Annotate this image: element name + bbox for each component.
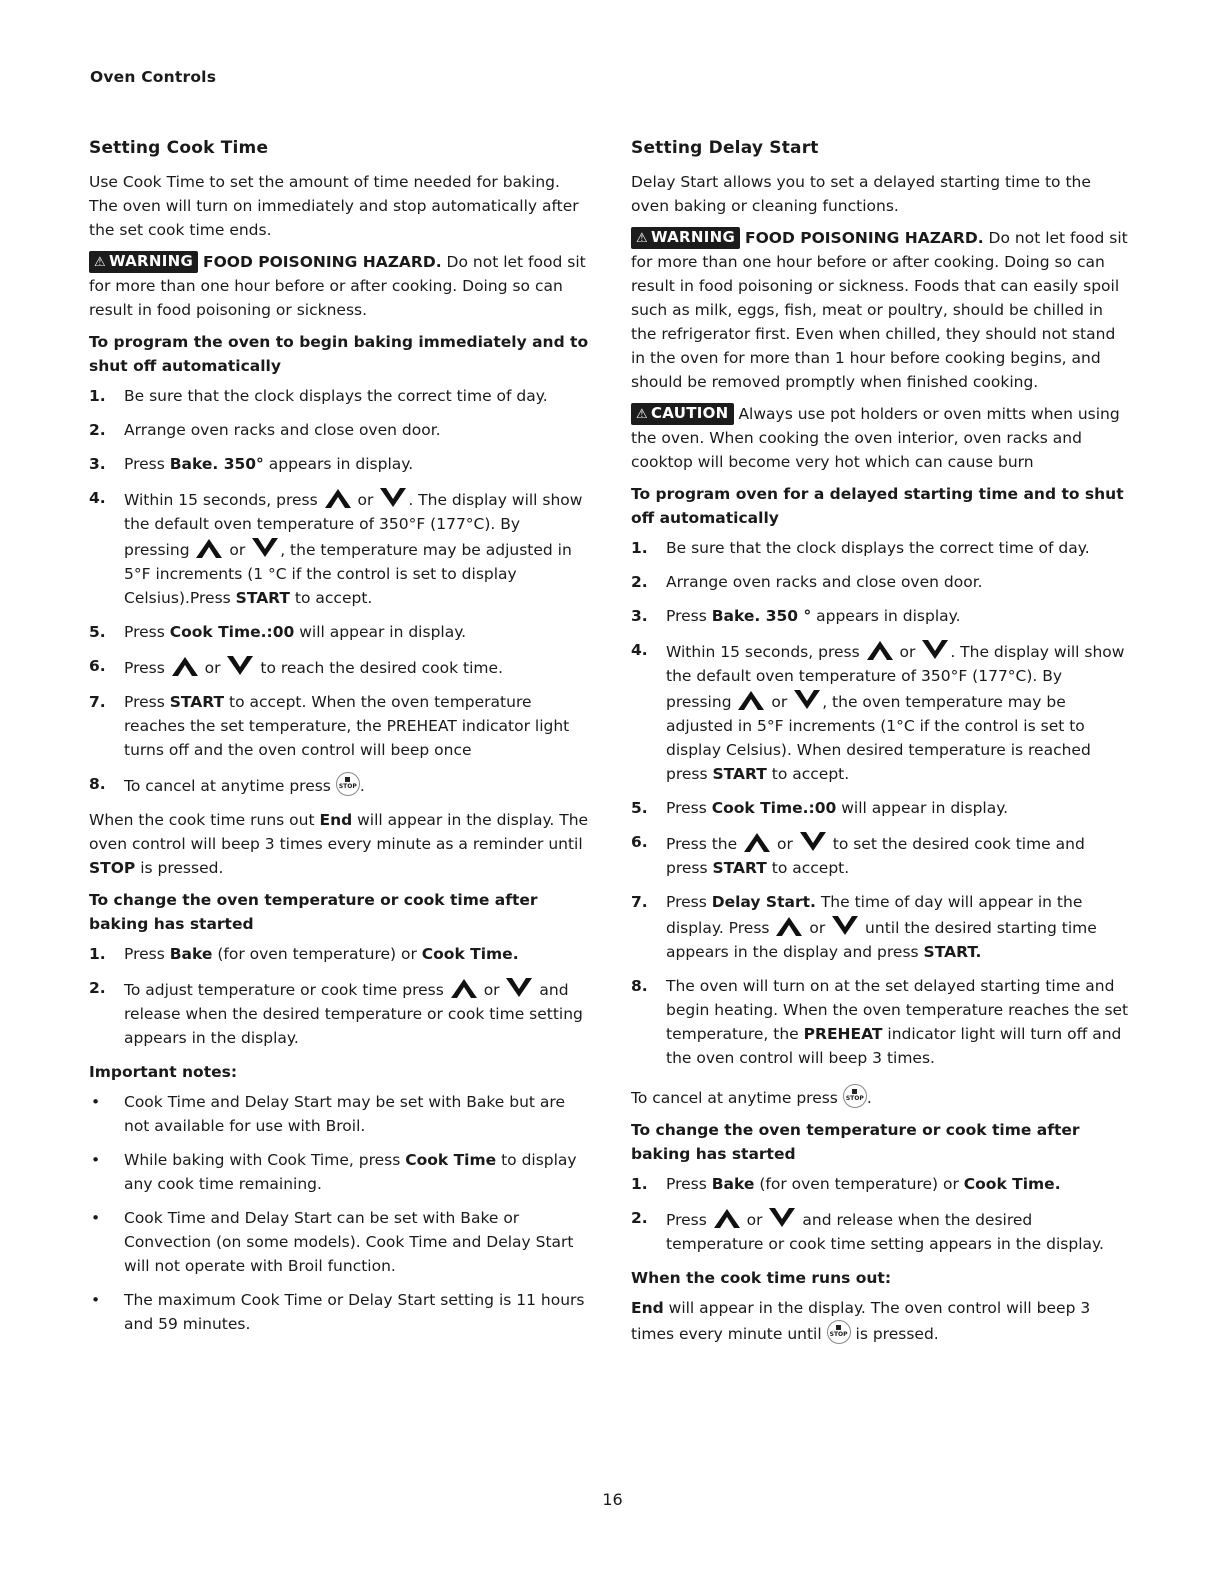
up-arrow-icon: [712, 1206, 742, 1230]
list-item: 3. Press Bake. 350 ° appears in display.: [631, 607, 961, 626]
list-item: 2. Arrange oven racks and close oven door.: [89, 421, 441, 440]
subsection-title: To change the oven temperature or cook time after baking has started: [89, 891, 538, 934]
caution-paragraph: [631, 402, 1131, 474]
warning-paragraph: [631, 226, 1131, 394]
list-item: 8. The oven will turn on at the set delayed starting time and begin heating. When the oven temperature reaches the set temperature, the PREHEAT indicator light will turn off and the oven control will beep 3 times.: [631, 977, 1129, 1068]
down-arrow-icon: [920, 638, 950, 662]
cancel-paragraph: To cancel at anytime press STOP .: [631, 1084, 1131, 1110]
down-arrow-icon: [767, 1206, 797, 1230]
list-item: 5. Press Cook Time.:00 will appear in display.: [89, 623, 467, 642]
section-title: Setting Delay Start: [631, 138, 819, 158]
runs-out-title: When the cook time runs out:: [631, 1269, 892, 1288]
up-arrow-icon: [774, 914, 804, 938]
stop-button-icon: STOP: [827, 1320, 851, 1344]
down-arrow-icon: [250, 536, 280, 560]
warning-badge: ⚠ WARNING: [89, 251, 198, 273]
subsection-title: To program oven for a delayed starting time and to shut off automatically: [631, 485, 1124, 528]
notes-list: [89, 1090, 589, 1336]
list-item: 5. Press Cook Time.:00 will appear in display.: [631, 799, 1009, 818]
end-paragraph: End will appear in the display. The oven control will beep 3 times every minute until STOP is pressed.: [631, 1299, 1091, 1344]
down-arrow-icon: [792, 688, 822, 712]
list-item: 2. To adjust temperature or cook time press or and release when the desired temperature or cook time setting appears in the display.: [89, 976, 589, 1050]
down-arrow-icon: [504, 976, 534, 1000]
list-item: • While baking with Cook Time, press Cook Time to display any cook time remaining.: [91, 1151, 577, 1194]
warning-badge: ⚠ WARNING: [631, 227, 740, 249]
list-item: 1. Be sure that the clock displays the correct time of day.: [89, 387, 548, 406]
list-item: 7. Press START to accept. When the oven temperature reaches the set temperature, the PREHEAT indicator light turns off and the oven control will beep once: [89, 693, 570, 760]
steps-list: [631, 1172, 1131, 1256]
left-column: [89, 138, 589, 1346]
intro-text: Delay Start allows you to set a delayed starting time to the oven baking or cleaning functions.: [631, 173, 1091, 216]
up-arrow-icon: [449, 976, 479, 1000]
up-arrow-icon: [194, 536, 224, 560]
page-number: 16: [602, 1490, 623, 1509]
list-item: 2. Arrange oven racks and close oven door.: [631, 573, 983, 592]
up-arrow-icon: [323, 486, 353, 510]
list-item: 2. Press or and release when the desired temperature or cook time setting appears in the display.: [631, 1206, 1131, 1256]
list-item: 1. Be sure that the clock displays the correct time of day.: [631, 539, 1090, 558]
warning-text: Do not let food sit for more than one hour before or after cooking. Doing so can result in food poisoning or sickness. Foods that can easily spoil such as milk, eggs, fish, meat or poultry, should be chilled in the refrigerator first. Even when chilled, they should not stand in the oven for more than 1 hour before cooking begins, and should be removed promptly when finished cooking.: [631, 229, 1128, 392]
list-item: 3. Press Bake. 350° appears in display.: [89, 455, 414, 474]
section-title: Setting Cook Time: [89, 138, 269, 158]
list-item: 6. Press the or to set the desired cook time and press START to accept.: [631, 830, 1131, 880]
stop-button-icon: STOP: [843, 1084, 867, 1108]
stop-button-icon: STOP: [336, 772, 360, 796]
hazard-title: FOOD POISONING HAZARD.: [745, 229, 984, 248]
subsection-title: To program the oven to begin baking immediately and to shut off automatically: [89, 333, 589, 376]
steps-list: [89, 384, 589, 798]
list-item: 1. Press Bake (for oven temperature) or Cook Time.: [89, 945, 519, 964]
warning-triangle-icon: ⚠: [636, 407, 648, 423]
list-item: 4. Within 15 seconds, press or . The display will show the default oven temperature of 350°F (177°C). By pressing or , the temperature may be adjusted in 5°F increments (1 °C if the control is set to display Celsius).Press START to accept.: [89, 486, 589, 610]
list-item: 4. Within 15 seconds, press or . The display will show the default oven temperature of 350°F (177°C). By pressing or , the oven temperature may be adjusted in 5°F increments (1°C if the control is set to display Celsius). When desired temperature is reached press START to accept.: [631, 638, 1131, 786]
page-header: Oven Controls: [90, 68, 217, 86]
up-arrow-icon: [742, 830, 772, 854]
right-column: [631, 138, 1131, 1354]
list-item: 8. To cancel at anytime press STOP .: [89, 772, 589, 798]
up-arrow-icon: [170, 654, 200, 678]
steps-list: [89, 942, 589, 1050]
subsection-title: To change the oven temperature or cook time after baking has started: [631, 1121, 1080, 1164]
up-arrow-icon: [736, 688, 766, 712]
list-item: • The maximum Cook Time or Delay Start setting is 11 hours and 59 minutes.: [91, 1291, 585, 1334]
down-arrow-icon: [378, 486, 408, 510]
list-item: • Cook Time and Delay Start can be set with Bake or Convection (on some models). Cook Time and Delay Start will not operate with Broil function.: [91, 1209, 574, 1276]
hazard-title: FOOD POISONING HAZARD.: [203, 253, 442, 272]
up-arrow-icon: [865, 638, 895, 662]
steps-list: [631, 536, 1131, 1070]
caution-badge: ⚠ CAUTION: [631, 403, 734, 425]
down-arrow-icon: [830, 914, 860, 938]
notes-title: Important notes:: [89, 1063, 238, 1082]
caution-text: Always use pot holders or oven mitts when using the oven. When cooking the oven interior, oven racks and cooktop will become very hot which can cause burn: [631, 405, 1120, 472]
down-arrow-icon: [798, 830, 828, 854]
down-arrow-icon: [225, 654, 255, 678]
list-item: 6. Press or to reach the desired cook time.: [89, 654, 589, 680]
warning-text: Do not let food sit for more than one hour before or after cooking. Doing so can result in food poisoning or sickness.: [89, 253, 586, 320]
warning-triangle-icon: ⚠: [94, 255, 106, 271]
list-item: • Cook Time and Delay Start may be set with Bake but are not available for use with Broil.: [91, 1093, 565, 1136]
warning-triangle-icon: ⚠: [636, 231, 648, 247]
intro-text: Use Cook Time to set the amount of time needed for baking. The oven will turn on immediately and stop automatically after the set cook time ends.: [89, 173, 579, 240]
list-item: 7. Press Delay Start. The time of day will appear in the display. Press or until the desired starting time appears in the display and press START.: [631, 893, 1097, 962]
end-paragraph: When the cook time runs out End will appear in the display. The oven control will beep 3 times every minute as a reminder until STOP is pressed.: [89, 811, 589, 878]
list-item: 1. Press Bake (for oven temperature) or Cook Time.: [631, 1175, 1061, 1194]
warning-paragraph: [89, 250, 589, 322]
